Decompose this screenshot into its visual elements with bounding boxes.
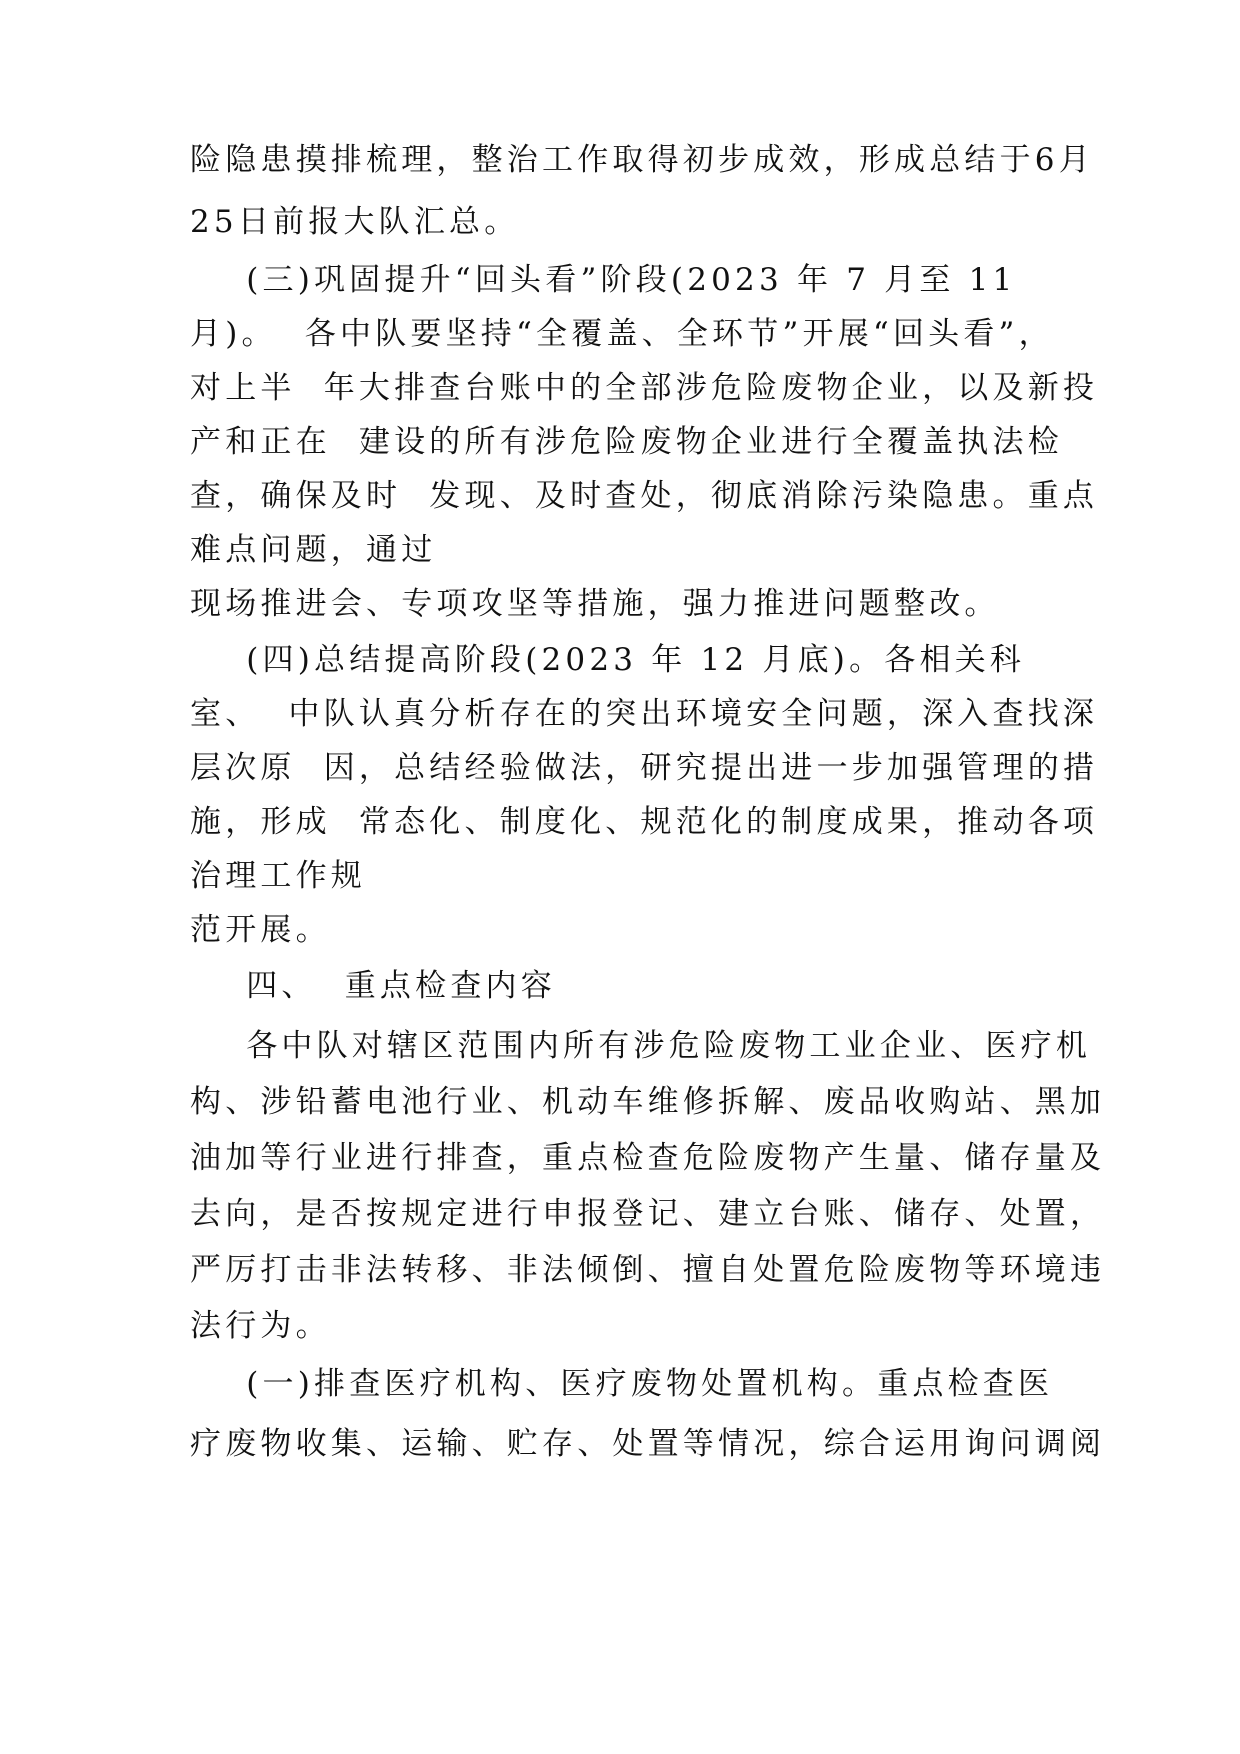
text-line: 层次原 因，总结经验做法，研究提出进一步加强管理的措 — [190, 750, 1099, 786]
text-line: 各中队对辖区范围内所有涉危险废物工业企业、医疗机 — [190, 1028, 1092, 1064]
text-line: (三)巩固提升“回头看”阶段(2023 年 7 月至 11 — [190, 262, 1017, 298]
text-line: (四)总结提高阶段(2023 年 12 月底)。各相关科 — [190, 642, 1026, 678]
text-line: 去向，是否按规定进行申报登记、建立台账、储存、处置， — [190, 1196, 1106, 1232]
text-line: 对上半 年大排查台账中的全部涉危险废物企业，以及新投 — [190, 370, 1099, 406]
text-line: 产和正在 建设的所有涉危险废物企业进行全覆盖执法检 — [190, 424, 1063, 460]
text-line: 油加等行业进行排查，重点检查危险废物产生量、储存量及 — [190, 1140, 1106, 1176]
text-line: 疗废物收集、运输、贮存、处置等情况，综合运用询问调阅 — [190, 1426, 1106, 1462]
text-line: 险隐患摸排梳理，整治工作取得初步成效，形成总结于6月 — [190, 142, 1094, 178]
text-line: 构、涉铅蓄电池行业、机动车维修拆解、废品收购站、黑加 — [190, 1084, 1106, 1120]
text-line: (一)排查医疗机构、医疗废物处置机构。重点检查医 — [190, 1366, 1054, 1402]
text-line: 月)。 各中队要坚持“全覆盖、全环节”开展“回头看”， — [190, 316, 1054, 352]
text-line: 现场推进会、专项攻坚等措施，强力推进问题整改。 — [190, 586, 1000, 622]
text-line: 严厉打击非法转移、非法倾倒、擅自处置危险废物等环境违 — [190, 1252, 1106, 1288]
text-line: 范开展。 — [190, 912, 331, 948]
text-line: 施，形成 常态化、制度化、规范化的制度成果，推动各项 — [190, 804, 1099, 840]
text-line: 治理工作规 — [190, 858, 366, 894]
text-line: 室、 中队认真分析存在的突出环境安全问题，深入查找深 — [190, 696, 1099, 732]
text-line: 查，确保及时 发现、及时查处，彻底消除污染隐患。重点 — [190, 478, 1099, 514]
text-line: 法行为。 — [190, 1308, 331, 1344]
text-line: 难点问题，通过 — [190, 532, 437, 568]
text-line: 25日前报大队汇总。 — [190, 204, 520, 240]
section-heading: 四、 重点检查内容 — [190, 968, 556, 1004]
